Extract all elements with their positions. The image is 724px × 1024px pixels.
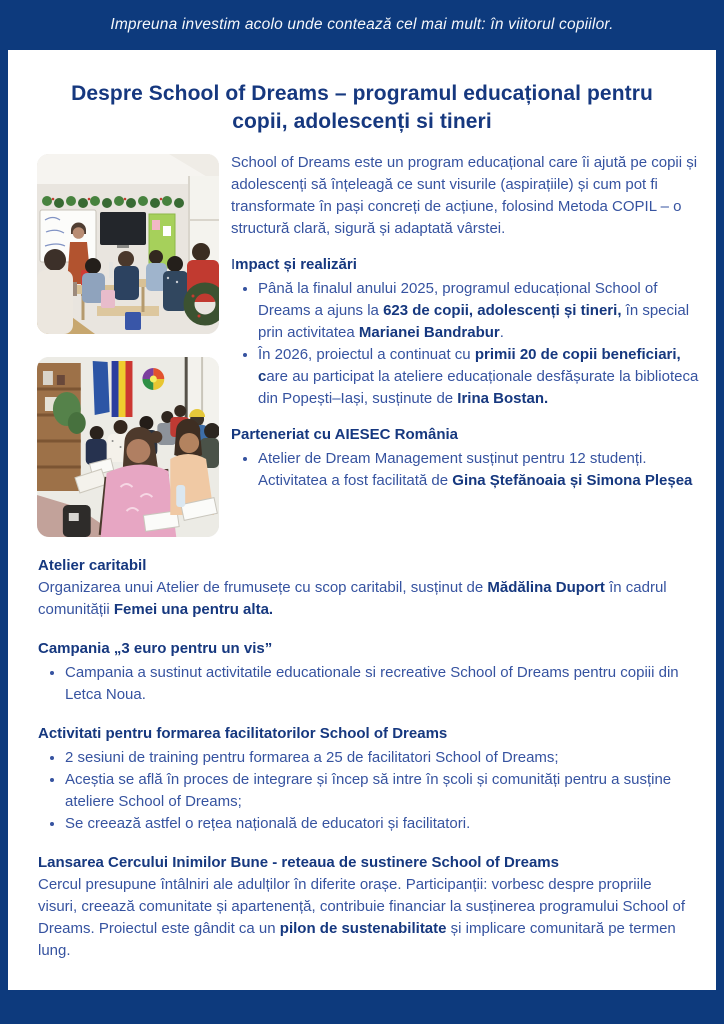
lansarea-paragraph: Cercul presupune întâlniri ale adulților în diferite orașe. Participanții: vorbesc despre propriile visuri, creează comunitate și apartenență, contribuie financiar la susținerea programului School of Dreams. Proiectul este gândit ca un pilon de sustenabilitate și implicare comunitară pe termen lung. [38, 875, 686, 959]
full-width-sections [8, 537, 716, 962]
activitati-bullet-3: • Se creează astfel o rețea națională de educatori și facilitatori. [65, 813, 692, 835]
intro-paragraph: School of Dreams este un program educațional care îi ajută pe copii și adolescenți să înțeleagă ce sunt visurile (aspirațiile) și cum pot fi transformate în pași concreți de acțiune, folosind Metoda COPIL – o structură clară, sigură și adaptată vârstei. [231, 153, 698, 237]
campania-bullet-1: • Campania a sustinut activitatile educationale si recreative School of Dreams pentru copiii din Letca Noua. [65, 662, 692, 706]
library-photo-illustration [37, 357, 219, 537]
page-title: Despre School of Dreams – programul educațional pentru copii, adolescenți si tineri [71, 82, 653, 133]
color-wheel-decoration [142, 368, 164, 390]
section-campania [38, 638, 692, 706]
section-activitati [38, 723, 692, 835]
atelier-heading: Atelier caritabil [38, 556, 147, 574]
activitati-bullet-1: • 2 sesiuni de training pentru formarea a 25 de facilitatori School of Dreams; [65, 747, 692, 769]
impact-heading: Impact și realizări [231, 255, 357, 273]
impact-bullet-list [231, 278, 702, 410]
top-two-column-area [8, 136, 716, 537]
aiesec-bullet-1: • Atelier de Dream Management susținut pentru 12 studenți. Activitatea a fost facilitată de Gina Ștefănoaia și Simona Pleșea [258, 448, 702, 492]
classroom-photo-illustration [37, 154, 219, 334]
header-band [8, 0, 716, 50]
photo-classroom [37, 154, 219, 334]
photo-library [37, 357, 219, 537]
activitati-heading: Activitati pentru formarea facilitatorilor School of Dreams [38, 724, 448, 742]
impact-bullet-2: • În 2026, proiectul a continuat cu primii 20 de copii beneficiari, care au participat la ateliere educaționale desfășurate la biblioteca din Popești–Iași, susținute de Irina Bostan. [258, 344, 702, 410]
text-column [231, 152, 702, 537]
campania-bullet-list [38, 662, 692, 706]
impact-bullet-1: • Până la finalul anului 2025, programul educațional School of Dreams a ajuns la 623 de copii, adolescenți și tineri, în special prin activitatea Marianei Bandrabur. [258, 278, 702, 344]
atelier-paragraph: Organizarea unui Atelier de frumusețe cu scop caritabil, susținut de Mădălina Duport în cadrul comunității Femei una pentru alta. [38, 578, 667, 618]
aiesec-heading: Parteneriat cu AIESEC România [231, 425, 459, 443]
campania-heading: Campania „3 euro pentru un vis” [38, 639, 273, 657]
header-tagline: Impreuna investim acolo unde contează cel mai mult: în viitorul copiilor. [110, 16, 614, 33]
activitati-bullet-2: • Aceștia se află în proces de integrare și încep să intre în școli și comunități pentru a susține ateliere School of Dreams; [65, 769, 692, 813]
photo-column [37, 152, 219, 537]
section-lansarea [38, 852, 692, 962]
aiesec-bullet-list [231, 448, 702, 492]
content-sheet [8, 50, 716, 990]
lansarea-heading: Lansarea Cercului Inimilor Bune - reteaua de sustinere School of Dreams [38, 853, 559, 871]
section-atelier-caritabil [38, 555, 692, 621]
activitati-bullet-list [38, 747, 692, 835]
